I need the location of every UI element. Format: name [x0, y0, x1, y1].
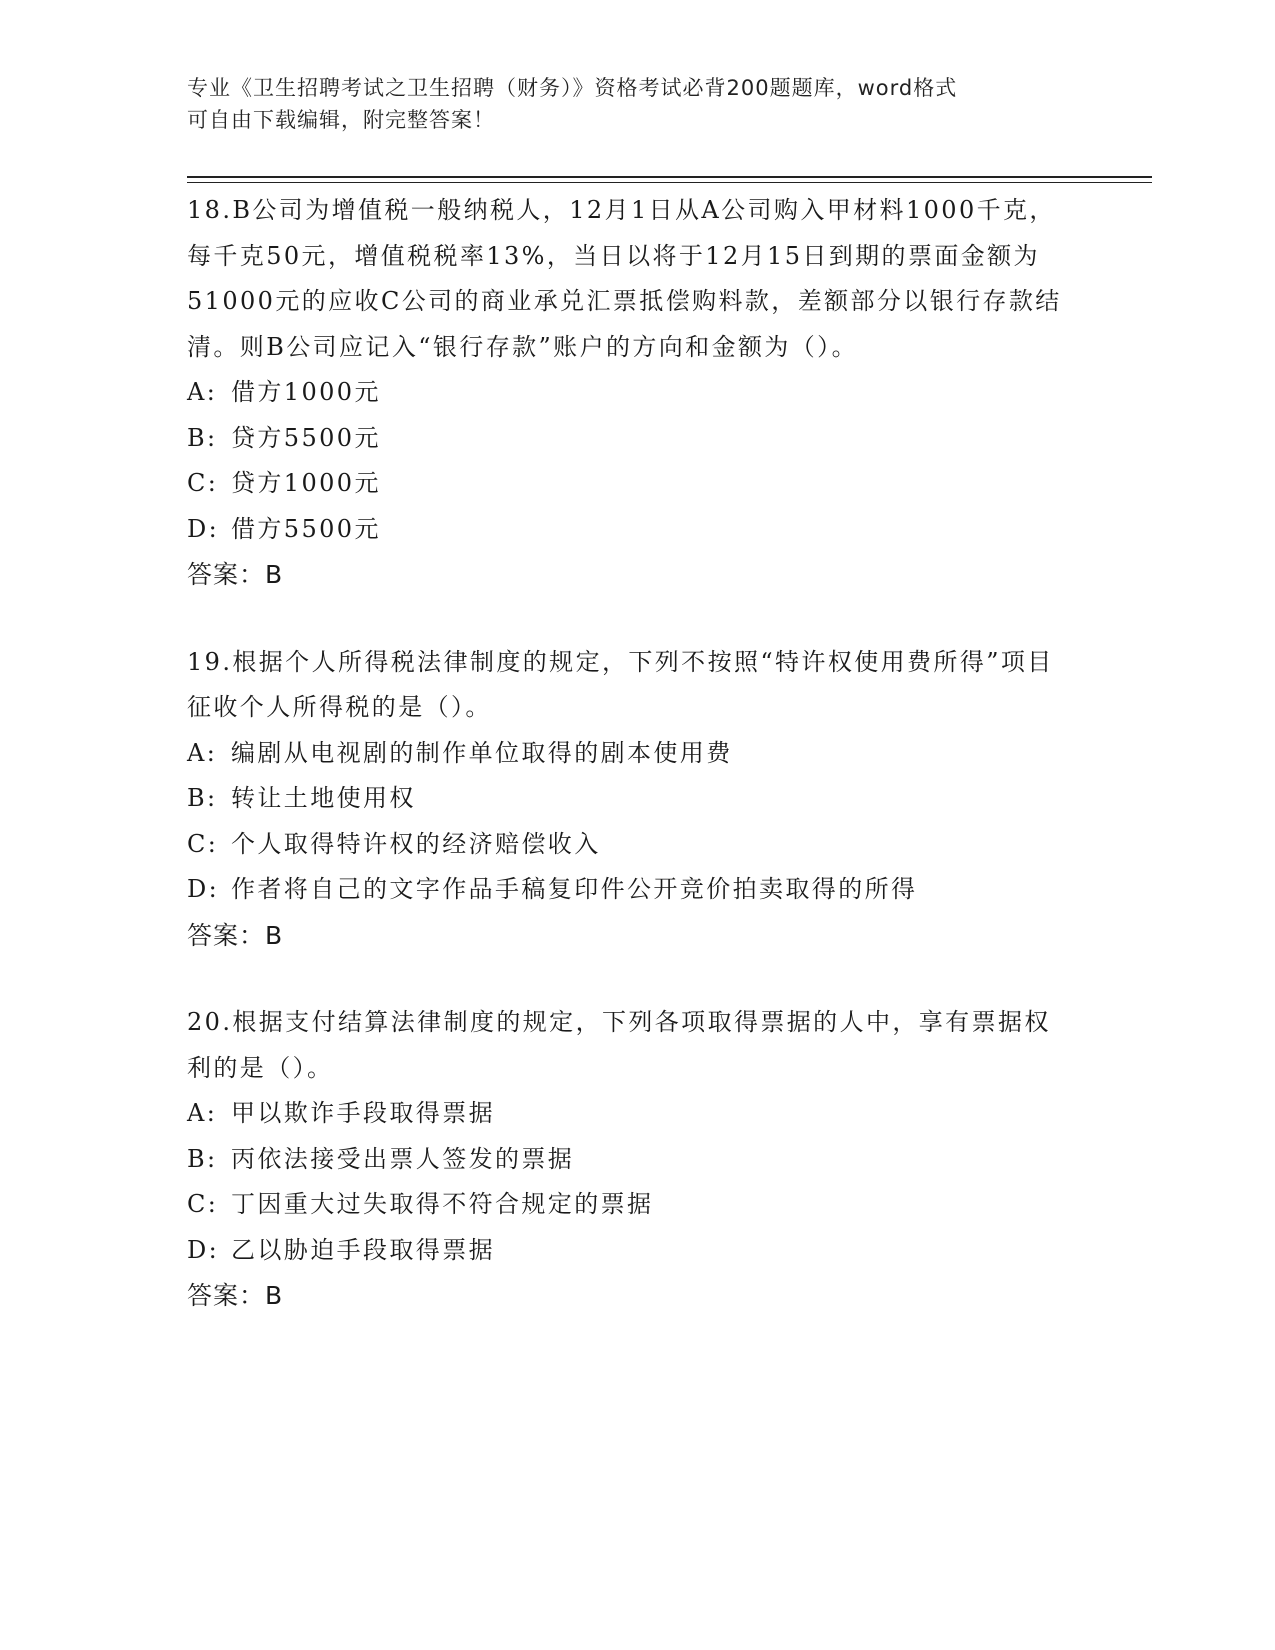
question-text: 19.根据个人所得税法律制度的规定，下列不按照“特许权使用费所得”项目征收个人所得税的是（）。	[187, 647, 1054, 721]
option-d	[187, 1228, 1067, 1274]
option-letter: C:	[187, 829, 219, 858]
option-text: 作者将自己的文字作品手稿复印件公开竞价拍卖取得的所得	[231, 875, 918, 903]
header-rule-thin	[187, 182, 1152, 183]
question-list	[187, 188, 1067, 1361]
option-b	[187, 1137, 1067, 1183]
document-header	[187, 72, 1067, 136]
option-c	[187, 461, 1067, 507]
option-letter: D:	[187, 1235, 220, 1264]
option-a	[187, 1091, 1067, 1137]
question-text: 20.根据支付结算法律制度的规定，下列各项取得票据的人中，享有票据权利的是（）。	[187, 1008, 1051, 1082]
option-letter: D:	[187, 514, 220, 543]
question-19	[187, 640, 1067, 959]
option-text: 乙以胁迫手段取得票据	[231, 1235, 495, 1264]
option-c	[187, 1182, 1067, 1228]
option-text: 贷方5500元	[231, 423, 381, 452]
option-letter: C:	[187, 1190, 219, 1218]
option-b	[187, 416, 1067, 462]
header-rule-thick	[187, 176, 1152, 178]
option-text: 丁因重大过失取得不符合规定的票据	[231, 1190, 654, 1218]
option-text: 甲以欺诈手段取得票据	[231, 1099, 495, 1127]
answer: 答案：B	[187, 560, 284, 589]
option-letter: A:	[187, 378, 218, 406]
option-letter: C:	[187, 469, 219, 497]
option-a	[187, 731, 1067, 777]
option-text: 贷方1000元	[231, 469, 381, 497]
option-text: 转让土地使用权	[231, 784, 416, 812]
option-c	[187, 822, 1067, 868]
option-letter: B:	[187, 784, 218, 812]
option-letter: D:	[187, 875, 220, 903]
question-text: 18.B公司为增值税一般纳税人，12月1日从A公司购入甲材料1000千克，每千克50元，增值税税率13%，当日以将于12月15日到期的票面金额为51000元的应收C公司的商业承兑汇票抵偿购料款，差额部分以银行存款结清。则B公司应记入“银行存款”账户的方向和金额为（）。	[187, 196, 1062, 361]
option-letter: B:	[187, 1144, 218, 1173]
answer: 答案：B	[187, 920, 284, 950]
option-letter: B:	[187, 423, 218, 452]
option-text: 丙依法接受出票人签发的票据	[231, 1144, 575, 1173]
question-18	[187, 188, 1067, 598]
question-20	[187, 1000, 1067, 1319]
option-d	[187, 867, 1067, 913]
option-letter: A:	[187, 738, 218, 767]
option-text: 借方5500元	[231, 514, 381, 543]
header-line-2: 可自由下载编辑，附完整答案！	[187, 108, 495, 132]
option-d	[187, 507, 1067, 553]
option-text: 编剧从电视剧的制作单位取得的剧本使用费	[231, 738, 733, 767]
header-line-1: 专业《卫生招聘考试之卫生招聘（财务）》资格考试必背200题题库，word格式	[187, 76, 958, 100]
answer: 答案：B	[187, 1281, 284, 1310]
option-b	[187, 776, 1067, 822]
option-text: 借方1000元	[231, 378, 381, 406]
option-a	[187, 370, 1067, 416]
option-text: 个人取得特许权的经济赔偿收入	[231, 829, 601, 858]
option-letter: A:	[187, 1099, 218, 1127]
